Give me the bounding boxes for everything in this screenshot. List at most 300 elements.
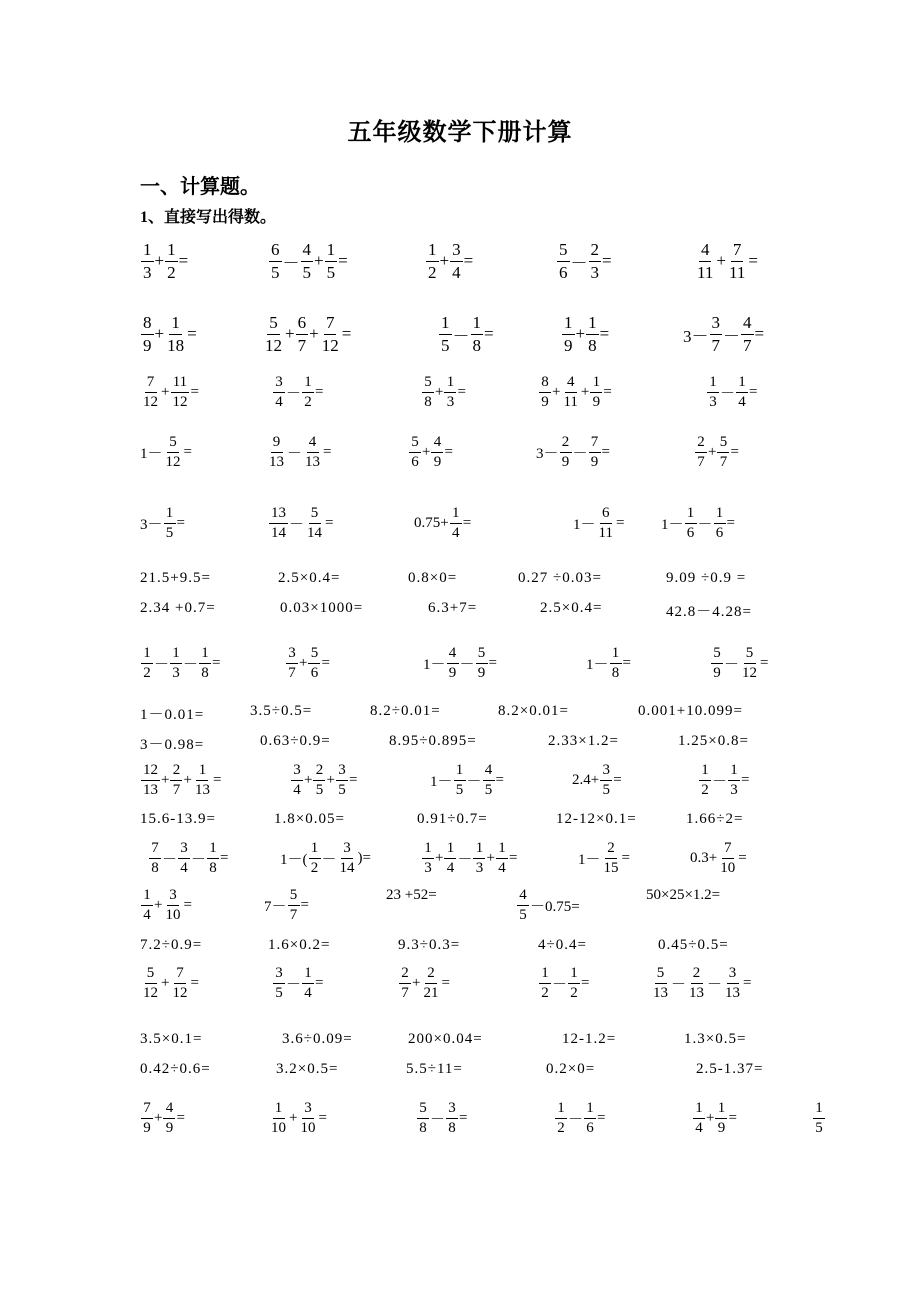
numerator: 5: [744, 645, 756, 664]
denominator: 12: [265, 335, 282, 355]
page-title: 五年级数学下册计算: [347, 120, 573, 146]
denominator: 5: [326, 262, 336, 282]
exercise: [268, 937, 330, 954]
denominator: 18: [167, 335, 185, 355]
exercise: [686, 811, 743, 828]
operator-text: =: [581, 975, 590, 992]
fraction: [421, 965, 440, 1003]
numerator: 1: [590, 374, 602, 393]
denominator: 13: [689, 985, 705, 1002]
exercise: [140, 600, 216, 617]
operator-text: －: [430, 1112, 446, 1129]
exercise: [140, 887, 192, 925]
numerator: 1: [302, 374, 314, 393]
denominator: 12: [143, 394, 158, 411]
fraction: [149, 840, 161, 878]
operator-text: 1.3×0.5=: [684, 1031, 747, 1047]
fraction: [303, 434, 322, 472]
operator-text: 3.5÷0.5=: [250, 703, 313, 719]
numerator: 3: [291, 762, 303, 781]
operator-text: =: [463, 251, 474, 271]
exercise: [684, 1031, 746, 1048]
fraction: [651, 965, 670, 1003]
denominator: 3: [475, 860, 484, 877]
operator-text: 3.6÷0.09=: [282, 1031, 353, 1047]
numerator: 1: [454, 762, 466, 781]
fraction: [450, 505, 462, 543]
denominator: 9: [561, 454, 570, 471]
fraction: [301, 240, 314, 282]
denominator: 2: [541, 985, 549, 1002]
section-heading: 一、计算题。: [140, 176, 260, 198]
denominator: 10: [720, 860, 736, 877]
numerator: 2: [399, 965, 411, 984]
exercise: [518, 570, 602, 587]
operator-text: 2.33×1.2=: [548, 733, 619, 749]
denominator: 8: [424, 394, 432, 411]
exercise: [556, 811, 637, 828]
operator-text: 1.8×0.05=: [274, 811, 345, 827]
denominator: 9: [477, 665, 486, 682]
fraction: [338, 840, 357, 878]
operator-text: +: [154, 897, 163, 914]
fraction: [602, 840, 621, 878]
operator-text: 50×25×1.2=: [646, 887, 721, 903]
operator-text: 2.4+: [572, 772, 600, 789]
operator-text: +: [486, 850, 495, 867]
fraction: [431, 434, 443, 472]
denominator: 4: [452, 262, 461, 282]
denominator: 9: [433, 454, 442, 471]
operator-text: 0.91÷0.7=: [417, 811, 488, 827]
denominator: 9: [165, 1120, 174, 1137]
numerator: 7: [324, 313, 337, 335]
operator-text: +: [575, 324, 586, 344]
fraction: [422, 840, 434, 878]
numerator: 7: [722, 840, 734, 859]
operator-text: －: [466, 774, 482, 791]
operator-text: 1－: [586, 657, 609, 674]
fraction: [687, 965, 706, 1003]
exercise: [260, 733, 331, 750]
denominator: 4: [275, 394, 283, 411]
numerator: 8: [141, 313, 154, 335]
fraction: [454, 762, 466, 800]
exercise: [516, 887, 580, 925]
operator-text: =: [599, 324, 610, 344]
operator-text: =: [760, 655, 769, 672]
operator-text: =: [315, 384, 324, 401]
denominator: 9: [564, 335, 573, 355]
numerator: 1: [715, 1100, 727, 1119]
fraction: [589, 240, 602, 282]
exercise: [696, 1061, 763, 1078]
exercise: [428, 600, 477, 617]
numerator: 1: [141, 240, 154, 262]
operator-text: +: [154, 1110, 163, 1127]
operator-text: 0.3+: [690, 850, 718, 867]
numerator: 2: [695, 434, 707, 453]
operator-text: =: [300, 897, 309, 914]
fraction: [141, 313, 154, 355]
operator-text: =: [613, 772, 622, 789]
numerator: 4: [307, 434, 319, 453]
numerator: 9: [271, 434, 283, 453]
operator-text: =: [338, 251, 348, 271]
exercise: [540, 600, 602, 617]
numerator: 1: [450, 505, 462, 524]
fraction: [426, 240, 439, 282]
numerator: 5: [557, 240, 570, 262]
denominator: 2: [570, 985, 578, 1002]
denominator: 4: [695, 1120, 703, 1137]
denominator: 2: [310, 860, 319, 877]
operator-text: =: [728, 1110, 737, 1127]
exercise: [140, 965, 199, 1003]
numerator: 1: [439, 313, 452, 335]
operator-text: 2.5-1.37=: [696, 1061, 764, 1077]
numerator: 3: [710, 313, 723, 335]
fraction: [141, 887, 153, 925]
operator-text: －: [287, 446, 303, 463]
fraction: [699, 762, 711, 800]
fraction: [447, 645, 459, 683]
fraction: [267, 434, 286, 472]
operator-text: =: [615, 515, 625, 532]
operator-text: 1.66÷2=: [686, 811, 744, 827]
operator-text: 1－: [661, 517, 684, 534]
operator-text: +: [326, 772, 335, 789]
numerator: 1: [207, 840, 219, 859]
fraction: [273, 374, 285, 412]
fraction: [741, 313, 754, 355]
numerator: 1: [141, 645, 153, 664]
operator-text: =: [459, 1110, 468, 1127]
operator-text: －: [707, 977, 723, 994]
operator-text: 3－: [140, 517, 163, 534]
operator-text: －: [282, 253, 300, 273]
operator-text: +: [161, 772, 170, 789]
numerator: 4: [431, 434, 443, 453]
fraction: [813, 1100, 825, 1138]
exercise: [140, 937, 202, 954]
fraction: [288, 887, 300, 925]
denominator: 8: [448, 1120, 456, 1137]
operator-text: =: [738, 850, 747, 867]
numerator: 3: [273, 374, 285, 393]
numerator: 2: [313, 762, 325, 781]
fraction: [718, 840, 737, 878]
operator-text: =: [621, 850, 630, 867]
fraction: [269, 505, 288, 543]
fraction: [313, 762, 325, 800]
denominator: 7: [297, 335, 307, 355]
operator-text: +: [706, 1110, 715, 1127]
exercise: [586, 645, 631, 683]
exercise: [638, 703, 743, 720]
numerator: 1: [473, 840, 485, 859]
denominator: 13: [653, 985, 668, 1002]
exercise: [556, 240, 612, 282]
numerator: 4: [483, 762, 495, 781]
operator-text: －: [712, 774, 728, 791]
operator-text: +: [161, 975, 170, 992]
fraction: [273, 965, 285, 1003]
fraction: [164, 434, 183, 472]
fraction: [584, 1100, 596, 1138]
denominator: 5: [519, 907, 527, 924]
numerator: 1: [199, 645, 211, 664]
fraction: [740, 645, 759, 683]
numerator: 2: [170, 762, 182, 781]
denominator: 3: [446, 394, 455, 411]
operator-text: =: [743, 975, 752, 992]
fraction: [165, 313, 186, 355]
numerator: 5: [655, 965, 667, 984]
exercise: [272, 374, 323, 412]
exercise: [812, 1100, 826, 1138]
fraction: [695, 434, 707, 472]
operator-text: =: [495, 772, 504, 789]
operator-text: +: [299, 655, 308, 672]
operator-text: 3－: [536, 446, 559, 463]
denominator: 8: [611, 665, 620, 682]
numerator: 5: [417, 1100, 429, 1119]
denominator: 3: [424, 860, 432, 877]
operator-text: －: [286, 386, 302, 403]
exercise: [546, 1061, 595, 1078]
fraction: [422, 374, 434, 412]
exercise: [408, 434, 453, 472]
operator-text: －: [723, 326, 740, 346]
operator-text: －: [457, 852, 473, 869]
exercise: [290, 762, 357, 800]
exercise: [398, 965, 450, 1003]
operator-text: +: [309, 324, 319, 344]
subsection-heading: 1、直接写出得数。: [140, 209, 277, 226]
denominator: 5: [271, 262, 280, 282]
exercise: [678, 733, 749, 750]
fraction: [444, 840, 456, 878]
operator-text: +: [285, 324, 295, 344]
exercise: [278, 570, 340, 587]
operator-text: 12-1.2=: [562, 1031, 617, 1047]
fraction: [269, 240, 282, 282]
operator-text: 2.34 +0.7=: [140, 600, 216, 616]
exercise: [562, 1031, 616, 1048]
numerator: 5: [167, 434, 179, 453]
fraction: [141, 645, 153, 683]
denominator: 4: [451, 525, 460, 542]
numerator: 1: [426, 240, 439, 262]
exercise: [276, 1061, 338, 1078]
numerator: 4: [447, 645, 459, 664]
fraction: [141, 1100, 153, 1138]
operator-text: －: [452, 326, 470, 346]
denominator: 13: [305, 454, 321, 471]
exercise: [694, 240, 758, 282]
fraction: [597, 505, 615, 543]
operator-text: =: [212, 655, 221, 672]
operator-text: =: [748, 251, 758, 271]
denominator: 21: [423, 985, 439, 1002]
exercise: [690, 840, 747, 878]
denominator: 10: [165, 907, 181, 924]
exercise: [282, 1031, 353, 1048]
denominator: 9: [590, 454, 599, 471]
denominator: 4: [498, 860, 506, 877]
fraction: [714, 505, 726, 543]
operator-text: =: [457, 384, 466, 401]
operator-text: 2.5×0.4=: [540, 600, 603, 616]
operator-text: +: [552, 384, 561, 401]
exercise: [417, 811, 488, 828]
fraction: [590, 374, 602, 412]
denominator: 3: [730, 782, 738, 799]
fraction: [193, 762, 212, 800]
fraction: [555, 1100, 567, 1138]
numerator: 6: [269, 240, 282, 262]
exercise: [140, 313, 197, 355]
operator-text: =: [484, 324, 494, 344]
fraction: [562, 313, 575, 355]
exercise: [274, 811, 345, 828]
denominator: 11: [697, 262, 714, 282]
operator-text: 200×0.04=: [408, 1031, 483, 1047]
exercise: [140, 570, 211, 587]
denominator: 8: [151, 860, 159, 877]
fraction: [561, 374, 579, 412]
numerator: 1: [685, 505, 697, 524]
operator-text: 6.3+7=: [428, 600, 478, 616]
operator-text: =: [441, 975, 450, 992]
operator-text: 23 +52=: [386, 887, 437, 903]
fraction: [450, 240, 463, 282]
exercise: [666, 600, 752, 621]
operator-text: －0.75=: [530, 899, 580, 916]
denominator: 5: [484, 782, 493, 799]
fraction: [517, 887, 529, 925]
operator-text: +: [439, 251, 450, 271]
fraction: [296, 313, 309, 355]
operator-text: 7－: [264, 899, 287, 916]
denominator: 4: [738, 394, 746, 411]
numerator: 3: [286, 645, 298, 664]
fraction: [727, 240, 747, 282]
fraction: [207, 840, 219, 878]
denominator: 9: [143, 1120, 151, 1137]
numerator: 4: [565, 374, 577, 393]
denominator: 14: [271, 525, 286, 542]
operator-text: 1－: [423, 657, 446, 674]
operator-text: 2.5×0.4=: [278, 570, 341, 586]
operator-text: =: [462, 515, 472, 532]
fraction: [707, 374, 719, 412]
operator-text: －: [724, 657, 740, 674]
numerator: 1: [584, 1100, 596, 1119]
numerator: 1: [728, 762, 740, 781]
operator-text: +: [716, 251, 726, 271]
operator-text: －: [720, 386, 736, 403]
numerator: 1: [699, 762, 711, 781]
operator-text: －: [459, 657, 475, 674]
exercise: [538, 965, 589, 1003]
operator-text: 42.8－4.28=: [666, 604, 752, 620]
numerator: 1: [164, 505, 176, 524]
exercise: [140, 811, 216, 828]
exercise: [430, 762, 504, 800]
exercise: [268, 1100, 327, 1138]
operator-text: －: [572, 446, 588, 463]
exercise: [250, 703, 312, 720]
fraction: [291, 762, 303, 800]
operator-text: －: [183, 657, 199, 674]
operator-text: =: [190, 975, 199, 992]
numerator: 1: [562, 313, 575, 335]
numerator: 3: [450, 240, 463, 262]
numerator: 5: [145, 965, 157, 984]
exercise: [423, 645, 497, 683]
denominator: 10: [300, 1120, 316, 1137]
denominator: 12: [321, 335, 339, 355]
denominator: 7: [711, 335, 720, 355]
denominator: 6: [686, 525, 695, 542]
exercise: [498, 703, 569, 720]
numerator: 5: [409, 434, 421, 453]
fraction: [170, 374, 189, 412]
fraction: [141, 374, 160, 412]
numerator: 1: [714, 505, 726, 524]
numerator: 3: [341, 840, 353, 859]
operator-text: 3－: [683, 326, 709, 346]
exercise: [666, 570, 746, 587]
fraction: [170, 645, 182, 683]
fraction: [568, 965, 580, 1003]
denominator: 11: [598, 525, 613, 542]
fraction: [557, 240, 570, 282]
fraction: [141, 240, 154, 282]
operator-text: 1－0.01=: [140, 707, 205, 723]
numerator: 2: [425, 965, 437, 984]
fraction: [446, 1100, 458, 1138]
fraction: [165, 240, 178, 282]
exercise: [140, 703, 204, 724]
denominator: 5: [602, 782, 610, 799]
denominator: 12: [742, 665, 758, 682]
denominator: 4: [446, 860, 455, 877]
numerator: 1: [325, 240, 338, 262]
operator-text: 1－(: [280, 852, 308, 869]
fraction: [325, 240, 338, 282]
operator-text: )=: [357, 850, 371, 867]
denominator: 2: [557, 1120, 565, 1137]
operator-text: 9.3÷0.3=: [398, 937, 461, 953]
exercise: [370, 703, 441, 720]
numerator: 2: [589, 240, 602, 262]
operator-text: =: [187, 324, 197, 344]
denominator: 13: [143, 782, 158, 799]
exercise: [538, 374, 612, 412]
fraction: [539, 965, 551, 1003]
exercise: [140, 1061, 211, 1078]
fraction: [539, 374, 551, 412]
fraction: [717, 434, 729, 472]
numerator: 3: [167, 887, 179, 906]
denominator: 8: [472, 335, 481, 355]
denominator: 14: [339, 860, 355, 877]
fraction: [298, 1100, 317, 1138]
denominator: 12: [172, 394, 188, 411]
